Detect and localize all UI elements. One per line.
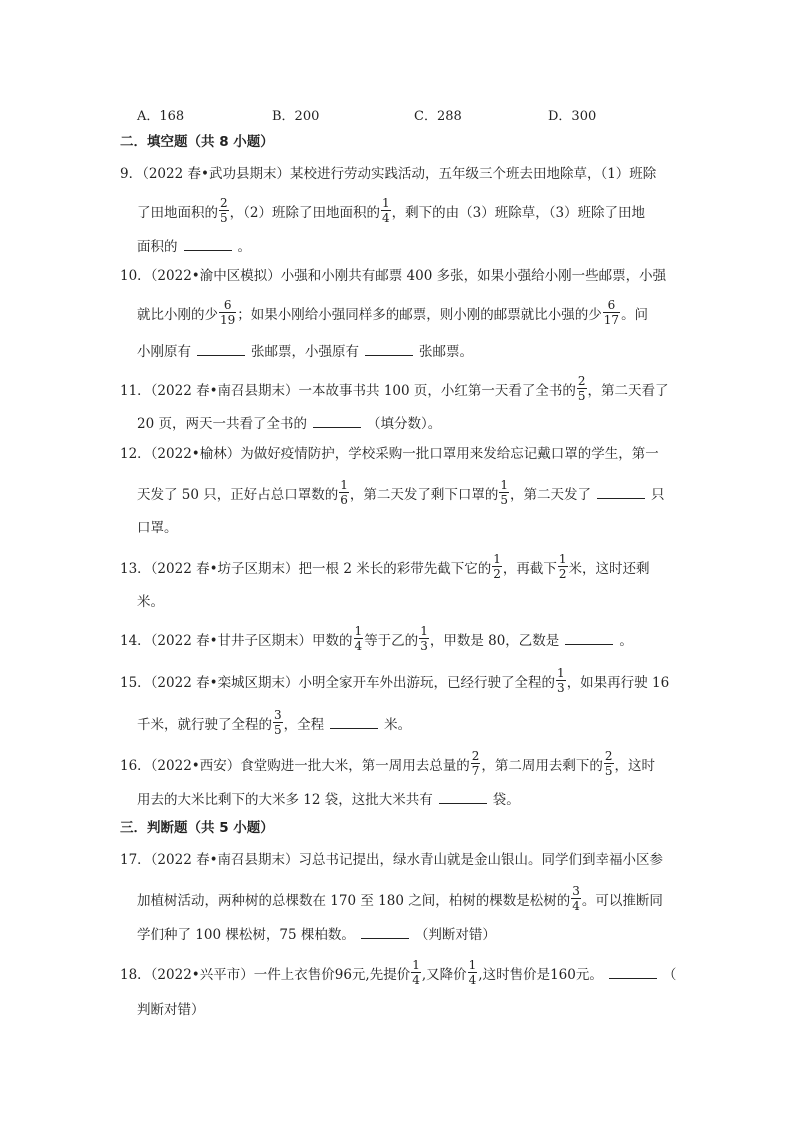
q16-text: 用去的大米比剩下的大米多 12 袋，这批大米共有: [137, 792, 433, 808]
denominator: 4: [412, 973, 420, 987]
fraction: [556, 667, 566, 694]
denominator: 7: [471, 764, 480, 778]
numerator: 2: [604, 749, 613, 763]
q13-text: 13．（2022 春•坊子区期末）把一根 2 米长的彩带先截下它的: [120, 561, 492, 577]
numerator: 6: [219, 299, 236, 313]
fraction: [468, 959, 478, 986]
denominator: 2: [493, 567, 501, 581]
q9-text: 。: [237, 239, 251, 255]
fraction: [577, 375, 587, 402]
q14-text: 。: [619, 633, 633, 649]
q13-line-1: [120, 552, 680, 583]
denominator: 5: [604, 764, 613, 778]
denominator: 4: [468, 973, 477, 987]
q16-text: 袋。: [492, 792, 520, 808]
answer-blank[interactable]: [365, 345, 413, 356]
q9-line-2: [137, 196, 697, 227]
q16-line-2: [137, 793, 697, 808]
denominator: 5: [500, 493, 509, 507]
q18-text: （: [662, 967, 677, 983]
numerator: 1: [354, 624, 363, 638]
numerator: 1: [493, 552, 501, 566]
numerator: 1: [468, 958, 477, 972]
answer-blank[interactable]: [597, 488, 645, 499]
fraction: [273, 709, 283, 736]
q16-line-1: [120, 749, 680, 780]
q11-line-1: [120, 374, 680, 405]
q15-text: 15．（2022 春•栾城区期末）小明全家开车外出游玩，已经行驶了全程的: [120, 675, 556, 691]
fraction: [219, 197, 229, 224]
fraction: [354, 625, 364, 652]
q17-line-1: 17．（2022 春•南召县期末）习总书记提出，绿水青山就是金山银山。同学们到幸福小区参: [120, 852, 664, 868]
q10-text: 就比小刚的少: [137, 307, 218, 323]
answer-blank[interactable]: [313, 417, 361, 428]
numerator: 2: [220, 196, 228, 210]
denominator: 6: [340, 493, 348, 507]
q14-text: 等于乙的: [364, 633, 419, 649]
answer-blank[interactable]: [197, 345, 245, 356]
q15-text: ，全程: [283, 717, 325, 733]
q12-line-1: 12．（2022•榆林）为做好疫情防护，学校采购一批口罩用来发给忘记戴口罩的学生，第一: [120, 446, 659, 462]
q18-text: 18．（2022•兴平市）一件上衣售价96元,先提价: [120, 967, 411, 983]
fraction: [603, 299, 620, 326]
q11-line-2: [137, 417, 697, 432]
q9-text: 了田地面积的: [137, 205, 218, 221]
q13-text: ，再截下: [502, 561, 557, 577]
q13-text: 米，这时还剩: [568, 561, 650, 577]
denominator: 2: [558, 567, 567, 581]
answer-blank[interactable]: [330, 718, 378, 729]
q17-text: 。可以推断同: [581, 893, 663, 909]
numerator: 3: [274, 708, 282, 722]
numerator: 1: [340, 478, 348, 492]
fraction: [411, 959, 421, 986]
numerator: 3: [572, 884, 580, 898]
numerator: 1: [420, 624, 428, 638]
denominator: 19: [220, 313, 236, 327]
numerator: 6: [603, 299, 620, 313]
numerator: 1: [558, 552, 567, 566]
q10-line-2: [137, 298, 697, 329]
fraction: [339, 479, 349, 506]
denominator: 4: [381, 211, 390, 225]
q10-text: ；如果小刚给小强同样多的邮票，则小刚的邮票就比小强的少: [237, 307, 602, 323]
q12-text: ，第二天发了剩下口罩的: [349, 487, 499, 503]
fraction: [219, 299, 236, 326]
option-d: D．300: [548, 109, 597, 124]
q9-line-1: 9．（2022 春•武功县期末）某校进行劳动实践活动，五年级三个班去田地除草，（1）班除: [120, 166, 657, 182]
option-b: B．200: [272, 109, 320, 124]
q16-text: 16．（2022•西安）食堂购进一批大米，第一周用去总量的: [120, 758, 470, 774]
q12-line-3: 口罩。: [137, 520, 178, 536]
numerator: 1: [557, 666, 565, 680]
q17-text: 学们种了 100 棵松树，75 棵柏数。: [137, 927, 355, 943]
fraction: [499, 479, 509, 506]
q9-text: 面积的: [137, 239, 178, 255]
q10-text: 张邮票，小强原有: [251, 344, 359, 360]
answer-blank[interactable]: [609, 968, 657, 979]
numerator: 1: [381, 196, 390, 210]
q17-line-2: [137, 884, 697, 915]
q14-line-1: [120, 624, 680, 655]
fraction: [571, 885, 581, 912]
fraction: [471, 750, 481, 777]
numerator: 1: [412, 958, 420, 972]
fraction: [419, 625, 429, 652]
q10-line-3: [137, 345, 697, 360]
numerator: 2: [471, 749, 480, 763]
q15-line-1: [120, 666, 680, 697]
q12-line-2: [137, 478, 697, 509]
q18-text: ,这时售价是160元。: [478, 967, 603, 983]
fraction: [604, 750, 614, 777]
q9-line-3: [137, 240, 697, 255]
q10-text: 张邮票。: [419, 344, 473, 360]
q13-line-2: 米。: [137, 594, 164, 610]
q14-text: ，甲数是 80，乙数是: [429, 633, 560, 649]
q17-text: 加植树活动，两种树的总棵数在 170 至 180 之间，柏树的棵数是松树的: [137, 893, 571, 909]
answer-blank[interactable]: [439, 793, 487, 804]
q15-text: 米。: [384, 717, 412, 733]
q18-line-2: 判断对错）: [137, 1002, 205, 1018]
numerator: 1: [500, 478, 509, 492]
answer-blank[interactable]: [361, 928, 409, 939]
q9-text: ，剩下的由（3）班除草，（3）班除了田地: [391, 205, 646, 221]
q18-text: ,又降价: [421, 967, 467, 983]
section-fill-title: 二．填空题（共 8 小题）: [120, 134, 274, 150]
q12-text: 天发了 50 只，正好占总口罩数的: [137, 487, 339, 503]
section-judge-title: 三．判断题（共 5 小题）: [120, 820, 274, 836]
answer-blank[interactable]: [565, 634, 613, 645]
q15-line-2: [137, 708, 697, 739]
q11-text: （填分数）。: [366, 416, 442, 432]
q17-text: （判断对错）: [414, 927, 496, 943]
q11-text: ，第二天看了: [587, 383, 669, 399]
denominator: 3: [420, 639, 428, 653]
q17-line-3: [137, 928, 697, 943]
numerator: 2: [577, 374, 586, 388]
q18-line-1: [120, 958, 680, 989]
fraction: [558, 553, 568, 580]
q10-text: 。问: [621, 307, 649, 323]
denominator: 5: [274, 723, 282, 737]
denominator: 5: [220, 211, 228, 225]
q11-text: 20 页，两天一共看了全书的: [137, 416, 307, 432]
option-a: A．168: [137, 109, 185, 124]
q12-text: 只: [651, 487, 665, 503]
q15-text: 千米，就行驶了全程的: [137, 717, 272, 733]
q15-text: ，如果再行驶 16: [566, 675, 670, 691]
q10-line-1: 10．（2022•渝中区模拟）小强和小刚共有邮票 400 多张，如果小强给小刚一些邮票，小强: [120, 268, 667, 284]
q16-text: ，第二周用去剩下的: [481, 758, 603, 774]
fraction: [381, 197, 391, 224]
q12-text: ，第二天发了: [510, 487, 592, 503]
denominator: 5: [577, 389, 586, 403]
q10-text: 小刚原有: [137, 344, 191, 360]
option-c: C．288: [414, 109, 462, 124]
q16-text: ，这时: [614, 758, 656, 774]
denominator: 4: [572, 899, 580, 913]
answer-blank[interactable]: [184, 240, 232, 251]
q9-text: ，（2）班除了田地面积的: [229, 205, 380, 221]
denominator: 4: [354, 639, 363, 653]
q14-text: 14．（2022 春•甘井子区期末）甲数的: [120, 633, 353, 649]
denominator: 3: [557, 681, 565, 695]
denominator: 17: [603, 313, 620, 327]
fraction: [492, 553, 502, 580]
q11-text: 11．（2022 春•南召县期末）一本故事书共 100 页，小红第一天看了全书的: [120, 383, 576, 399]
